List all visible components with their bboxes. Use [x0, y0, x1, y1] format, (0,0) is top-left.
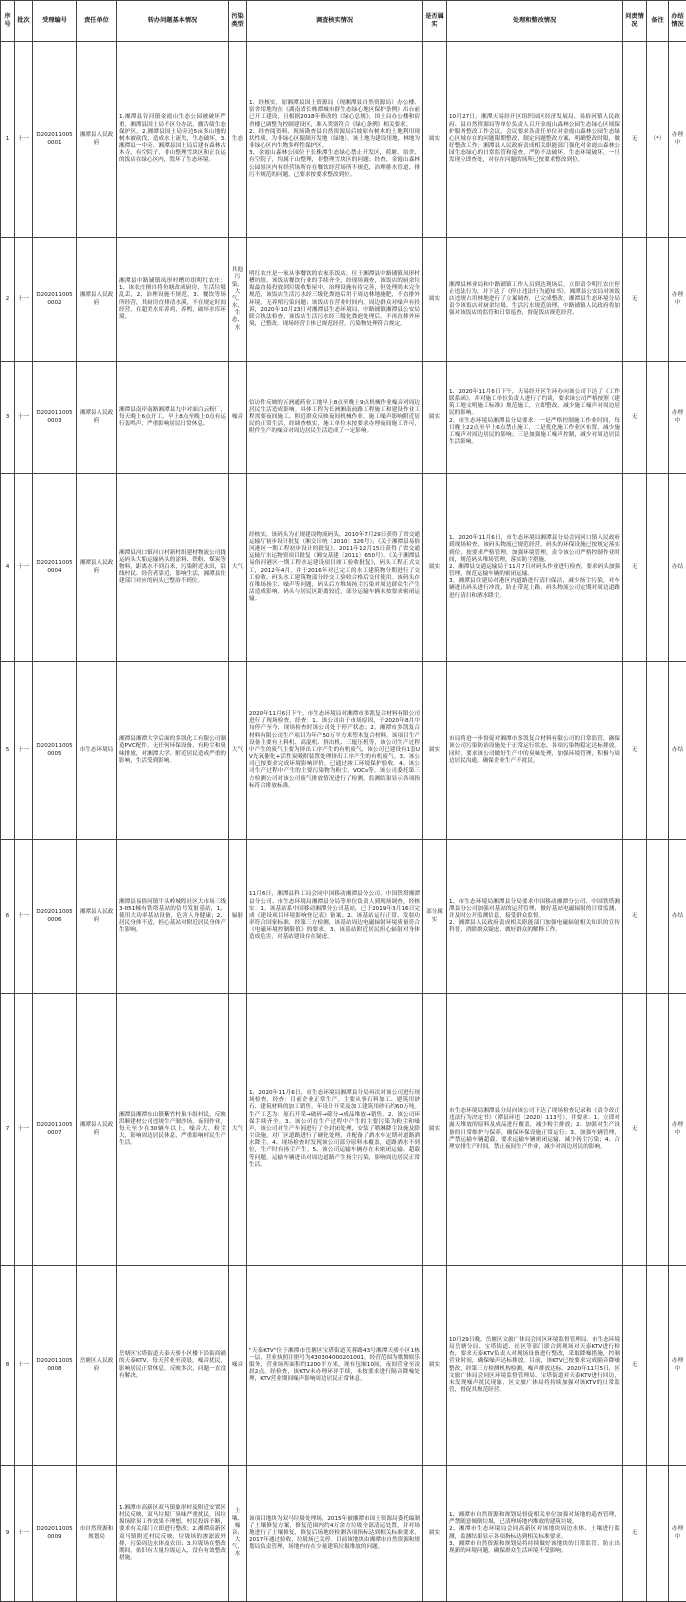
- cell-handling: 湘潭县林业局和中路铺镇工作人员到达现场后，立即责令明红农庄停止违法行为，并下达了《停止违法行为通知书》，湘潭县公安局对该饭店违规占用林地进行了立案调查，已完成整改。湘潭县生态环境分局责令该饭店对厨余垃圾、生活污水规范治理，中路铺镇人民政府将加强对该饭店的监管和日常巡查，督促饭店规范经营。: [447, 238, 623, 362]
- cell-status: 办理中: [669, 362, 686, 474]
- cell-type: 其他污染、大气、水、生态、水: [229, 238, 247, 362]
- header-real: 是否属实: [423, 1, 447, 42]
- cell-no: 9: [1, 1466, 15, 1602]
- cell-status: 办理中: [669, 1266, 686, 1466]
- cell-unit: 市生态环境局: [77, 662, 117, 840]
- cell-survey: 2020年11月6日下午，市生态环境局对湘潭市多凯复合材料有限公司进行了现场检查，经查：1、该公司由于市场原因，于2020年8月中旬停产至今，现场检查时该公司处于停产状态；2、湘潭市多凯复合材料有限公司生产项目为年产50万平方米塑木复合材料，该项目生产设备主要有上料机、高混机、挤出机、三辊压机等，该公司生产过程中产生的废气主要为挤出工序产生的有机废气，该公司已建设有1套UV光氧催化+活性炭吸附装置处理挤出工序产生的有机废气。3、该公司已按要求完成环境影响评价，已通过竣工环境保护验收。4、该公司生产过程中产生的主要污染物为粉尘、VOCs等，该公司委托第三方检测公司对该公司废气排放情况进行了检测，监测结果显示各项指标符合排放标准。: [247, 662, 423, 840]
- cell-note: [647, 662, 669, 840]
- cell-note: [647, 1466, 669, 1602]
- header-type: 污染类型: [229, 1, 247, 42]
- cell-unit: 湘潭县人民政府: [77, 474, 117, 662]
- cell-no: 4: [1, 474, 15, 662]
- table-row: [1, 238, 686, 362]
- table-row: [1, 662, 686, 840]
- cell-id: D2020110050002: [33, 238, 77, 362]
- header-issue: 转办问题基本情况: [117, 1, 229, 42]
- cell-status: 办结: [669, 662, 686, 840]
- cell-no: 1: [1, 42, 15, 238]
- cell-id: D2020110050005: [33, 662, 77, 840]
- cell-type: 生态: [229, 42, 247, 238]
- cell-handling: 10月29日晚，岳塘区文旅广体局会同区环境监督管理局、市生态环境局岳塘分局、宝塔街道、社区等部门联合到现场对天泰KTV进行检查，要求天泰KTV负责人对现场设备进行整改，采取降噪措施，控制营业时间，确保噪声达标排放。目前，该KTV已按要求完成隔音降噪整改，经第三方检测机构检测，噪声排放达标。2020年11月5日，区文旅广体局会同区环境监督管理局、宝塔街道对天泰KTV进行回访，未发现噪声扰民现象，区文旅广体局将持续加强对该KTV的日常监管，督促其规范经营。: [447, 1266, 623, 1466]
- cell-issue: 1.湘潭市高新区双马镇象形村及附近安置区村民反映，双马垃圾厂臭味严重扰民，因垃圾场除臭工作效果不理想，村民投诉不断，要求有关部门立即进行整改；2.湘潭高新区双马镇附近村民反映，垃圾场的渗滤液外排，污染周边水体及农田；3.垃圾场在整改期间，依旧有大量垃圾运入，没有有效整改措施。: [117, 1466, 229, 1602]
- cell-type: 大气: [229, 994, 247, 1266]
- cell-account: 无: [623, 42, 647, 238]
- table-row: [1, 1266, 686, 1466]
- cell-status: 办结: [669, 474, 686, 662]
- cell-no: 7: [1, 994, 15, 1266]
- cell-note: [647, 994, 669, 1266]
- cell-batch: 十一: [15, 42, 33, 238]
- cell-survey: 明红农庄是一家从事餐饮的农家乐饭店，位于湘潭县中路铺镇凤形村槽坊组，该饭店餐饮行业的手续齐全，经现场调查，该饭店的厨余垃圾最直接投放到垃圾收集屋中，治理设施有待完善，但处理尚未完全规范，该饭店生活污水经三级化粪池后用于周边林地施肥，不直排外环境，无养殖污染问题；该饭店在营业时间内，周边群众对噪声有投诉，2020年10月23日对湘潭县生态环境局、中路铺镇湘潭县公安局联合执法检查，该饭店生活污水经三级化粪池处理后，不再直排外环境，已整改。现场经营主体已规范经营，污染物处理符合规定。: [247, 238, 423, 362]
- cell-id: D2020110050007: [33, 994, 77, 1266]
- cell-note: （*）: [647, 42, 669, 238]
- table-row: [1, 840, 686, 994]
- cell-survey: 11月6日，湘潭县科工局会同中国移动湘潭县分公司、中国铁塔湘潭县分公司、市生态环境局湘潭县分局等单位负责人到现场调查，经核实：1、该基站系中国移动湘潭分公司基站，已于2019年3月16日完成《建设项目环境影响登记表》备案；2、该基站运行正常，发射功率符合国家标准，经第三方检测，该基站周边电磁辐射环境质量符合《电磁环境控制限值》的要求。3、该基站附近居民担心辐射对身体造成危害，对基站建设存在疑虑。: [247, 840, 423, 994]
- header-note: 备注: [647, 1, 669, 42]
- cell-batch: 十一: [15, 238, 33, 362]
- cell-unit: 湘潭县人民政府: [77, 238, 117, 362]
- header-survey: 调查核实情况: [247, 1, 423, 42]
- cell-status: 办理中: [669, 238, 686, 362]
- cell-unit: 湘潭县人民政府: [77, 840, 117, 994]
- cell-account: 无: [623, 238, 647, 362]
- cell-real: 属实: [423, 994, 447, 1266]
- cell-no: 8: [1, 1266, 15, 1466]
- cell-survey: 1、2020年11月6日，市生态环境局湘潭县分局再次对该公司进行现场检查，经查：目前企业正常生产。主要从事石料加工、建筑用砂石、建筑材料的加工销售，年设计开采及加工建筑用砂石约60万吨。生产工艺为：原石开采→破碎→筛分→成品堆放→销售。2、该公司环保手续齐全。3、该公司在生产过程中产生的主要污染为粉尘和噪声，该公司对生产车间进行了全封闭处理，安装了喷淋降尘设施及除尘设施，对厂区道路进行了硬化处理，并配备了洒水车定期对道路洒水降尘。4、现场检查时发现该公司部分原料未覆盖，道路洒水不到位，生产时有扬尘产生。5、该公司运输车辆存在未密闭运输、超载等问题，运输车辆进出对周边道路产生扬尘污染，影响周边居民正常生活。: [247, 994, 423, 1266]
- cell-id: D2020110050003: [33, 362, 77, 474]
- cell-handling: 1、2020年11月6日，市生态环境局湘潭县分局会同河口镇人民政府到现场检查，该码头物流已规范经营，码头的环保设施已按规定落实到位，按要求严格管理，加强环境管理，责令该公司严格控制作业时间，规范码头堆场管理，落实防尘措施。 2、湘潭县交通运输局于11月7日对码头作业进行检查，要求码头加强管理，规范运输车辆的密闭运输。 3、湘潭县住建局对港区内道路进行清扫保洁，减少扬尘污染，对车辆进出码头进行冲洗，防止带泥上路，码头物流公司定期对周边道路进行清扫和洒水降尘。: [447, 474, 623, 662]
- cell-note: [647, 474, 669, 662]
- cell-account: 无: [623, 1266, 647, 1466]
- cell-id: D2020110050001: [33, 42, 77, 238]
- header-batch: 批次: [15, 1, 33, 42]
- cell-survey: 信访件反映的五洲通药业工地早上8点至晚上9点机械作业噪音对周边居民生活造成影响。具体工程为长洲湘南前路工程施工和建设作业工程需要夜间施工，附近群众反映夜间机械作业、施工噪声影响附近居民的正常生活，经调查核实，施工单位未按要求办理夜间施工许可，附件生产的噪音对周边居民生活造成了一定影响。: [247, 362, 423, 474]
- header-no: 序号: [1, 1, 15, 42]
- header-account: 问责情况: [623, 1, 647, 42]
- cell-unit: 湘潭县人民政府: [77, 994, 117, 1266]
- cell-issue: 湘潭县湘潭大学后面的多凯化工有限公司制造PVC配件，无任何环保设备，有粉尘和臭味排放，对湘潭大学、附近居民造成严重的影响，生活受到影响。: [117, 662, 229, 840]
- table-row: [1, 42, 686, 238]
- cell-batch: 十一: [15, 362, 33, 474]
- cell-type: 大气: [229, 474, 247, 662]
- cell-type: 大气: [229, 662, 247, 840]
- cell-unit: 湘潭县人民政府: [77, 362, 117, 474]
- cell-handling: 市局将进一步督促对湘潭市多凯复合材料有限公司的日常监管，确保该公司污染防治设施处于正常运行状态，各项污染物稳定达标排放。同时，要求该公司做好生产中的臭味处理，加强环境管理，积极与周边居民沟通，确保企业生产不扰民。: [447, 662, 623, 840]
- cell-note: [647, 238, 669, 362]
- cell-batch: 十一: [15, 994, 33, 1266]
- cell-handling: 1、市生态环境局湘潭县分局要求中国移动湘潭分公司、中国铁塔湘潭县分公司加强对基站的运营管理，做好基站电磁辐射的日常监测，并及时公开监测信息，接受群众监督。 2、湘潭县人民政府责成相关职能部门加强电磁辐射相关知识的宣传科普，消除群众疑虑，做好群众的解释工作。: [447, 840, 623, 994]
- cell-id: D2020110050009: [33, 1466, 77, 1602]
- cell-issue: 1.湘潭县谷河镇金霞山生态公园被破坏严重，湘潭县国土局不区分办法，撤告绩生态保护区，2.湘潭县国土局旁边5亩多山地的树木被砍伐，造成水土流失，生态破坏，3.湘潭县一中旁、湘潭县国土局后建有森林古木寺，有空院子，非山整理雪块区和正在运的饭店在绿心区内，毁坏了生态环境。: [117, 42, 229, 238]
- cell-account: 无: [623, 662, 647, 840]
- cell-no: 3: [1, 362, 15, 474]
- cell-no: 5: [1, 662, 15, 840]
- cell-batch: 十一: [15, 662, 33, 840]
- header-id: 受理编号: [33, 1, 77, 42]
- cell-type: 噪音: [229, 362, 247, 474]
- cell-real: 属实: [423, 362, 447, 474]
- cell-issue: 湘潭县南岸南路湘潭县九中对面白云粉厂，每天晚上6点开工，早上8点至晚上0点有运行轰鸣声，严重影响居民日常休息。: [117, 362, 229, 474]
- cell-unit: 市自然资源和规划局: [77, 1466, 117, 1602]
- cell-handling: 市生态环境局湘潭县分局向该公司下达了现场检查记录和《责令改正违法行为决定书》（潭县环违〔2020〕113号），并要求：1、立即对露天堆放的原料及成品进行覆盖，减少粉尘排放；2、加强对生产设备的日常维护与保养，确保环保设施正常运行；3、加强车辆管理，严禁运输车辆超载，要求运输车辆密闭运输，减少扬尘污染；4、合理安排生产时间，禁止夜间生产作业，减少对周边居民的影响。: [447, 994, 623, 1266]
- cell-note: [647, 1266, 669, 1466]
- cell-survey: "天泰KTV"位于湘潭市岳塘区宝塔街道芙蓉路43号湘潭天骄小区1栋一层，营业执照注册号为430304000201001，经营范围为歌舞娱乐服务，营业场所面积约1200平方米，现有包厢10间，夜间营业至凌晨2点。经检查，该KTV未办理环评手续，未按要求进行隔音降噪处理，KTV营业期间噪声影响周边居民正常休息。: [247, 1266, 423, 1466]
- header-handling: 处理和整改情况: [447, 1, 623, 42]
- cell-status: 办理中: [669, 1466, 686, 1602]
- cell-no: 6: [1, 840, 15, 994]
- cell-type: 辐射: [229, 840, 247, 994]
- table-row: [1, 1466, 686, 1602]
- cell-real: 属实: [423, 474, 447, 662]
- cell-handling: 1、湘潭市自然资源和规划局督促相关单位加强对场地的巡查管理，严禁随意倾倒垃圾，已清理场地内堆放的建筑垃圾。 2、湘潭市生态环境局会同高新区对该地块周边水体、土壤进行监测，监测结果显示各项指标达到相关标准要求。 3、湘潭市自然资源和规划局将持续做好该地块的日常监管，防止出现新的环境问题，确保群众生活环境不受影响。: [447, 1466, 623, 1602]
- cell-batch: 十一: [15, 1266, 33, 1466]
- cell-issue: 湘潭县中路铺镇凤形村槽坊组明红农庄：1、该农庄擅自将鱼塘改成厨房，生活垃圾乱丢，2、治理设施不规范，3、餐饮等场所经营，其厨房直排清水溪，不在规定时间经营，在超美水库养鸡，养鸭，破坏水库环境。: [117, 238, 229, 362]
- cell-note: [647, 840, 669, 994]
- cell-note: [647, 362, 669, 474]
- cell-id: D2020110050008: [33, 1266, 77, 1466]
- table-row: [1, 362, 686, 474]
- cell-id: D2020110050004: [33, 474, 77, 662]
- cell-unit: 岳塘区人民政府: [77, 1266, 117, 1466]
- cell-status: 办理中: [669, 994, 686, 1266]
- cell-account: 无: [623, 840, 647, 994]
- table-row: [1, 994, 686, 1266]
- cell-survey: 1、经核实，原湘潭县国土资源局（现湘潭县自然资源局）办公楼、宿舍用地均在《湖南省长株潭城市群生态绿心地区保护条例》出台前已开工建设，且根据2018年修改的《绿心总规》，国土局办公楼和宿舍楼已调整为控制建设区，准入类别符合《绿心条例》相关要求。 2、经查阅资料、现场勘查县自然资源局后坡原有树木的土地利用现状性质，为非绿心区限制开发地（绿地），该土地为建设用地，林地为非绿心区内生物多样性保护区。 3、金霞山森林公园位于长株潭生态绿心禁止开发区，荷塘、宿舍、有空院子，均属于山整理，非整理雪块区的问题；经查，金霞山森林公园景区内有经营场所存在餐饮经营场所不规范，治理排水管道、排污不规范的问题，已要求按要求整改到位。: [247, 42, 423, 238]
- cell-handling: 10月27日，湘潭天易经开区组织园区经济发展局、易俗河镇人民政府、县自然资源局等单位负责人召开金霞山森林公园生态绿心区域保护服务整改工作会议，会议要求各责任单位对金霞山森林公园生态绿心区域存在的问题限期整改，制定问题整改方案，明确整改时限，做好整改工作；湘潭县人民政府责成相关职能部门强化对金霞山森林公园生态绿心的日常监管和巡查，严防不法破坏，生态环境破坏，一旦发现立即查处，对存在问题的场所已按要求整改到位。: [447, 42, 623, 238]
- header-unit: 责任单位: [77, 1, 117, 42]
- cell-unit: 湘潭县人民政府: [77, 42, 117, 238]
- cell-account: 无: [623, 362, 647, 474]
- cell-batch: 十一: [15, 840, 33, 994]
- cell-real: 属实: [423, 1466, 447, 1602]
- cell-issue: 湘潭县河口镇河口村新村组建材物流公司拢运码头大船运输码头的涂料、铁粉、煤炭等物料，距离水不到百米，污染附近水田，沿线村民、经营者靠近，影响生活，湘潭县住建部门对应的码头已整治不到位。: [117, 474, 229, 662]
- cell-real: 部分属实: [423, 840, 447, 994]
- cell-account: 无: [623, 1466, 647, 1602]
- cell-account: 无: [623, 474, 647, 662]
- cell-handling: 1、2020年11月6日下午，天易经开区生环办向该公司下达了《工作联系函》，并对施工单位负责人进行了约谈，要求该公司严格按照《建筑工地文明施工标准》规范施工，立即整改，减少施工噪声对周边居民的影响。 2、市生态环境局湘潭县分局要求：一是严格控制施工作业时间，每日晚上22点至早上6点禁止施工，二是优化施工作业区布置，减少施工噪声对周边居民的影响；三是加强施工噪声控制，减少对周边居民生活影响。: [447, 362, 623, 474]
- cell-real: 属实: [423, 42, 447, 238]
- header-row: [1, 1, 686, 42]
- cell-real: 属实: [423, 662, 447, 840]
- cell-real: 属实: [423, 238, 447, 362]
- cell-type: 土壤、噪音、大气、水: [229, 1466, 247, 1602]
- cell-issue: 湘潭县湘潭东山镇紫竹村巢丰组村民，反映洪顺建材公司违规生产制沙场，夜间作业，每天至少在30辆车以上，噪音大，粉尘大，影响周边居民休息，严重影响村民生产生活。: [117, 994, 229, 1266]
- cell-account: 无: [623, 994, 647, 1266]
- cell-batch: 十一: [15, 474, 33, 662]
- header-status: 办结情况: [669, 1, 686, 42]
- cell-type: 噪音: [229, 1266, 247, 1466]
- cell-status: 办理中: [669, 42, 686, 238]
- cell-status: 办结: [669, 840, 686, 994]
- cell-real: 属实: [423, 1266, 447, 1466]
- cell-issue: 湘潭县易俗河镇牛头岭城隍社区大市场三线3-051幢有铁塔基站的信号发射基站，1、使用大功率基站设备，危害人身健康；2、居民身体不适，担心基站对附近居民身体产生影响。: [117, 840, 229, 994]
- cell-survey: 经核实，该码头为正规建设物流码头，2010年7月29日获得了省交通运输厅初步设计批复（湘交计统〔2010〕326号）；《关于湘潭县易俗河港区一期工程初步设计的批复》，2011年12月15日获得了省交通运输厅水运物资项目批复（湘交基建〔2011〕650号）。《关于湘潭县易俗河港区一期工程水运建设项目竣工验收批复》，码头工程正式交工，2012年4月，并于2016年对已完工的水工建筑物分期进行了交工验收。码头水工建筑物部分经交工验收合格后交付使用。该码头存在堆场扬尘、噪声等问题，码头后方堆场扬尘污染对周边群众生产生活造成影响，码头与居民区距离较近，部分运输车辆未按要求密闭运输。: [247, 474, 423, 662]
- cell-issue: 岳塘区宝塔街道天泰天骄小区楼下沿街商铺的天泰KTV，每天营业至凌晨，噪音扰民，影响居民正常休息，反映多次，问题一直没有解决。: [117, 1266, 229, 1466]
- cell-batch: 十一: [15, 1466, 33, 1602]
- cell-no: 2: [1, 238, 15, 362]
- cell-survey: 该项目地块为双马垃圾处理场，2015年被湘潭市国土资源局委托编制了土壤修复方案，修复范围内约4万余方垃圾全部清运处置，并对场地进行了土壤修复，修复后场地经检测各项指标达到相关标准要求，2017年通过验收，垃圾场已关停。目前该地块由湘潭市自然资源和规划局负责管理，场地内存在少量建筑垃圾堆放的问题。: [247, 1466, 423, 1602]
- table-row: [1, 474, 686, 662]
- cell-id: D2020110050006: [33, 840, 77, 994]
